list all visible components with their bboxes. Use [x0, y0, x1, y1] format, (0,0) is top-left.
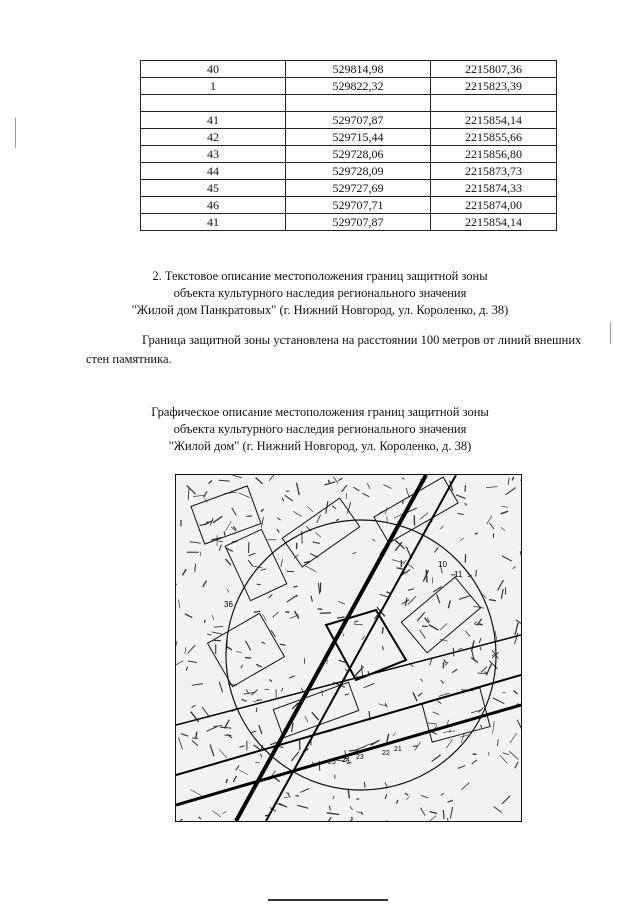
scan-margin-mark	[610, 322, 611, 344]
point-number-cell: 1	[141, 78, 286, 95]
table-row	[141, 163, 557, 180]
y-coordinate-cell: 2215855,66	[431, 129, 557, 146]
coordinates-table-body	[141, 61, 557, 231]
map-label: 23	[356, 754, 364, 761]
y-coordinate-cell: 2215854,14	[431, 112, 557, 129]
site-plan-map	[175, 474, 522, 822]
point-number-cell: 41	[141, 214, 286, 231]
section-2-line-1: 2. Текстовое описание местоположения границ защитной зоны	[152, 269, 488, 283]
map-hatch-stroke	[329, 480, 330, 483]
map-label: 25	[328, 759, 336, 766]
section-3-line-2: объекта культурного наследия регионального значения	[173, 422, 467, 436]
section-2-heading	[0, 268, 640, 319]
boundary-paragraph	[86, 331, 602, 369]
map-label: 24	[342, 757, 350, 764]
table-row	[141, 78, 557, 95]
section-3-heading	[0, 404, 640, 455]
table-row	[141, 180, 557, 197]
map-hatch-stroke	[476, 570, 477, 577]
table-row	[141, 95, 557, 112]
map-hatch-stroke	[426, 570, 427, 583]
table-row	[141, 112, 557, 129]
table-row	[141, 214, 557, 231]
x-coordinate-cell: 529707,87	[286, 214, 431, 231]
point-number-cell: 45	[141, 180, 286, 197]
map-hatch-stroke	[364, 782, 365, 787]
y-coordinate-cell: 2215874,00	[431, 197, 557, 214]
x-coordinate-cell: 529728,06	[286, 146, 431, 163]
scan-bottom-mark	[268, 899, 388, 901]
y-coordinate-cell: 2215874,33	[431, 180, 557, 197]
table-row	[141, 146, 557, 163]
paragraph-line-2: стен памятника.	[86, 352, 172, 366]
point-number-cell	[141, 95, 286, 112]
y-coordinate-cell: 2215807,36	[431, 61, 557, 78]
table-row	[141, 61, 557, 78]
section-2-line-2: объекта культурного наследия регионального значения	[173, 286, 467, 300]
section-2-line-3: "Жилой дом Панкратовых" (г. Нижний Новгород, ул. Короленко, д. 38)	[131, 303, 509, 317]
x-coordinate-cell: 529727,69	[286, 180, 431, 197]
map-label: 22	[382, 750, 390, 757]
point-number-cell: 43	[141, 146, 286, 163]
map-hatch-stroke	[382, 627, 383, 634]
paragraph-line-1: Граница защитной зоны установлена на расстоянии 100 метров от линий внешних	[142, 333, 582, 347]
map-label: 11	[454, 570, 463, 579]
y-coordinate-cell: 2215856,80	[431, 146, 557, 163]
section-3-line-1: Графическое описание местоположения границ защитной зоны	[151, 405, 489, 419]
map-hatch-stroke	[478, 673, 487, 674]
y-coordinate-cell: 2215854,14	[431, 214, 557, 231]
table-row	[141, 129, 557, 146]
map-hatch-stroke	[204, 620, 205, 623]
x-coordinate-cell: 529707,87	[286, 112, 431, 129]
y-coordinate-cell	[431, 95, 557, 112]
map-label: 36	[224, 600, 233, 609]
point-number-cell: 40	[141, 61, 286, 78]
x-coordinate-cell: 529728,09	[286, 163, 431, 180]
site-plan-drawing	[176, 475, 521, 821]
table-row	[141, 197, 557, 214]
map-hatch-stroke	[465, 485, 466, 492]
section-3-line-3: "Жилой дом" (г. Нижний Новгород, ул. Короленко, д. 38)	[168, 439, 472, 453]
map-label: 10	[438, 560, 447, 569]
y-coordinate-cell: 2215873,73	[431, 163, 557, 180]
point-number-cell: 41	[141, 112, 286, 129]
coordinates-table	[140, 60, 557, 231]
x-coordinate-cell: 529822,32	[286, 78, 431, 95]
x-coordinate-cell: 529707,71	[286, 197, 431, 214]
y-coordinate-cell: 2215823,39	[431, 78, 557, 95]
scan-margin-mark	[15, 118, 16, 148]
map-hatch-stroke	[443, 810, 444, 819]
x-coordinate-cell: 529814,98	[286, 61, 431, 78]
map-label: 21	[394, 746, 402, 753]
map-hatch-stroke	[356, 799, 359, 800]
x-coordinate-cell	[286, 95, 431, 112]
x-coordinate-cell: 529715,44	[286, 129, 431, 146]
point-number-cell: 46	[141, 197, 286, 214]
map-hatch-stroke	[403, 501, 404, 504]
point-number-cell: 44	[141, 163, 286, 180]
point-number-cell: 42	[141, 129, 286, 146]
